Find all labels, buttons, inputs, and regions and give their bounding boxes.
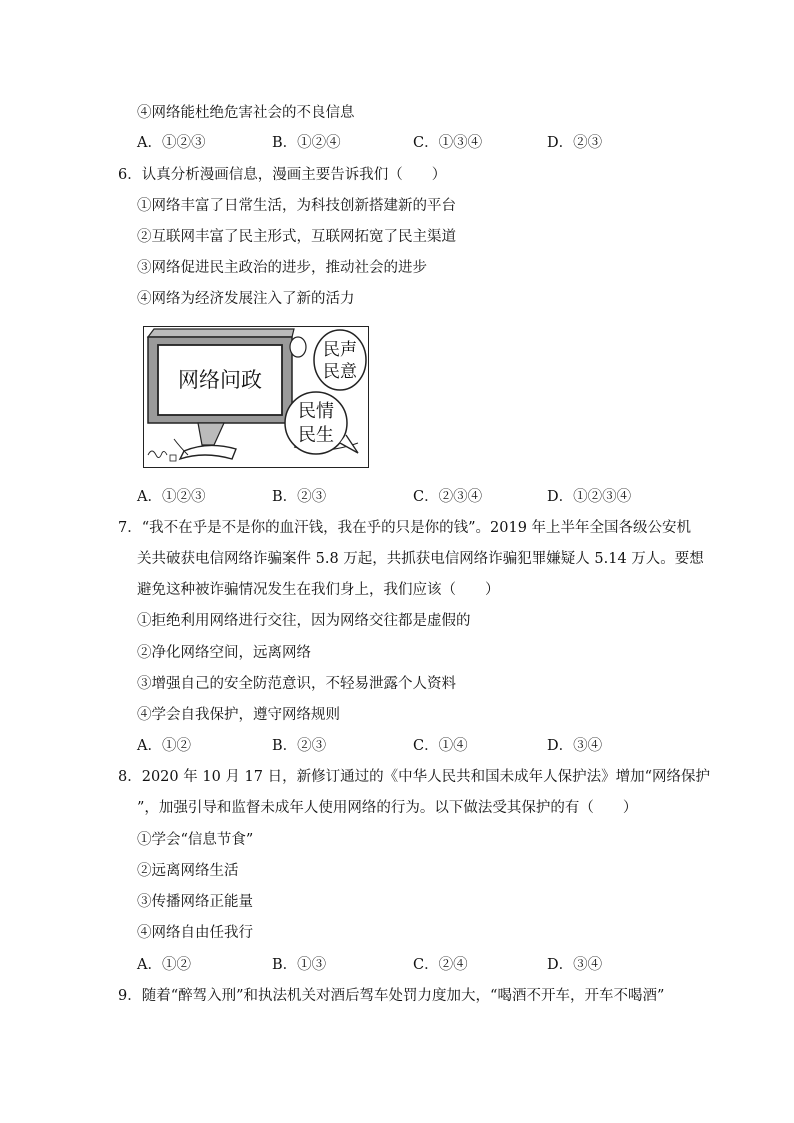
q7-item-2: ②净化网络空间，远离网络 [137,645,311,661]
q8-options [137,955,697,975]
q8-item-3: ③传播网络正能量 [137,894,253,910]
q8-stem-line-1: 8．2020 年 10 月 17 日，新修订通过的《中华人民共和国未成年人保护法》增加“网络保护 [118,769,710,785]
bubble2-line1: 民情 [298,401,334,422]
bubble1-line2: 民意 [323,362,357,382]
artist-seal [170,455,176,461]
q8-item-2: ②远离网络生活 [137,863,239,879]
q8-option-a[interactable]: A．①② [137,957,191,973]
q6-item-3: ③网络促进民主政治的进步，推动社会的进步 [137,260,427,276]
q7-option-d[interactable]: D．③④ [547,738,603,754]
q6-option-b[interactable]: B．②③ [272,489,327,505]
q7-item-4: ④学会自我保护，遵守网络规则 [137,707,340,723]
bubble1-line1: 民声 [323,340,357,360]
q6-item-2: ②互联网丰富了民主形式，互联网拓宽了民主渠道 [137,229,456,245]
q6-item-4: ④网络为经济发展注入了新的活力 [137,291,355,307]
q6-stem: 6．认真分析漫画信息，漫画主要告诉我们（ ） [118,167,447,183]
q8-item-4: ④网络自由任我行 [137,925,253,941]
screen-text: 网络问政 [178,368,262,392]
q5-option-a[interactable]: A．①②③ [137,135,206,151]
q7-stem-line-3: 避免这种被诈骗情况发生在我们身上，我们应该（ ） [137,582,500,598]
bubble2-line2: 民生 [298,425,334,446]
q8-item-1: ①学会“信息节食” [137,832,254,848]
q6-cartoon [143,326,369,468]
q7-item-1: ①拒绝利用网络进行交往，因为网络交往都是虚假的 [137,613,471,629]
q8-option-b[interactable]: B．①③ [272,957,327,973]
q7-item-3: ③增强自己的安全防范意识，不轻易泄露个人资料 [137,676,456,692]
q5-option-c[interactable]: C．①③④ [413,135,483,151]
q7-stem-line-2: 关共破获电信网络诈骗案件 5.8 万起，共抓获电信网络诈骗犯罪嫌疑人 5.14 万人。要想 [137,551,704,567]
q6-options [137,487,697,507]
q6-item-1: ①网络丰富了日常生活，为科技创新搭建新的平台 [137,198,456,214]
artist-signature [148,451,167,458]
q7-options [137,736,697,756]
q7-option-c[interactable]: C．①④ [413,738,468,754]
q7-option-a[interactable]: A．①② [137,738,191,754]
q5-option-b[interactable]: B．①②④ [272,135,341,151]
small-bubble [290,337,306,357]
q6-option-d[interactable]: D．①②③④ [547,489,632,505]
q5-item-4: ④网络能杜绝危害社会的不良信息 [137,105,355,121]
q6-option-a[interactable]: A．①②③ [137,489,206,505]
q7-option-b[interactable]: B．②③ [272,738,327,754]
q9-stem-line-1: 9．随着“醉驾入刑”和执法机关对酒后驾车处罚力度加大，“喝酒不开车，开车不喝酒” [118,988,665,1004]
q8-option-d[interactable]: D．③④ [547,957,603,973]
q7-stem-line-1: 7．“我不在乎是不是你的血汗钱，我在乎的只是你的钱”。2019 年上半年全国各级公安机 [118,520,692,536]
q8-stem-line-2: ”，加强引导和监督未成年人使用网络的行为。以下做法受其保护的有（ ） [137,800,638,816]
q5-options [137,133,697,153]
q5-option-d[interactable]: D．②③ [547,135,603,151]
q8-option-c[interactable]: C．②④ [413,957,468,973]
q6-option-c[interactable]: C．②③④ [413,489,483,505]
